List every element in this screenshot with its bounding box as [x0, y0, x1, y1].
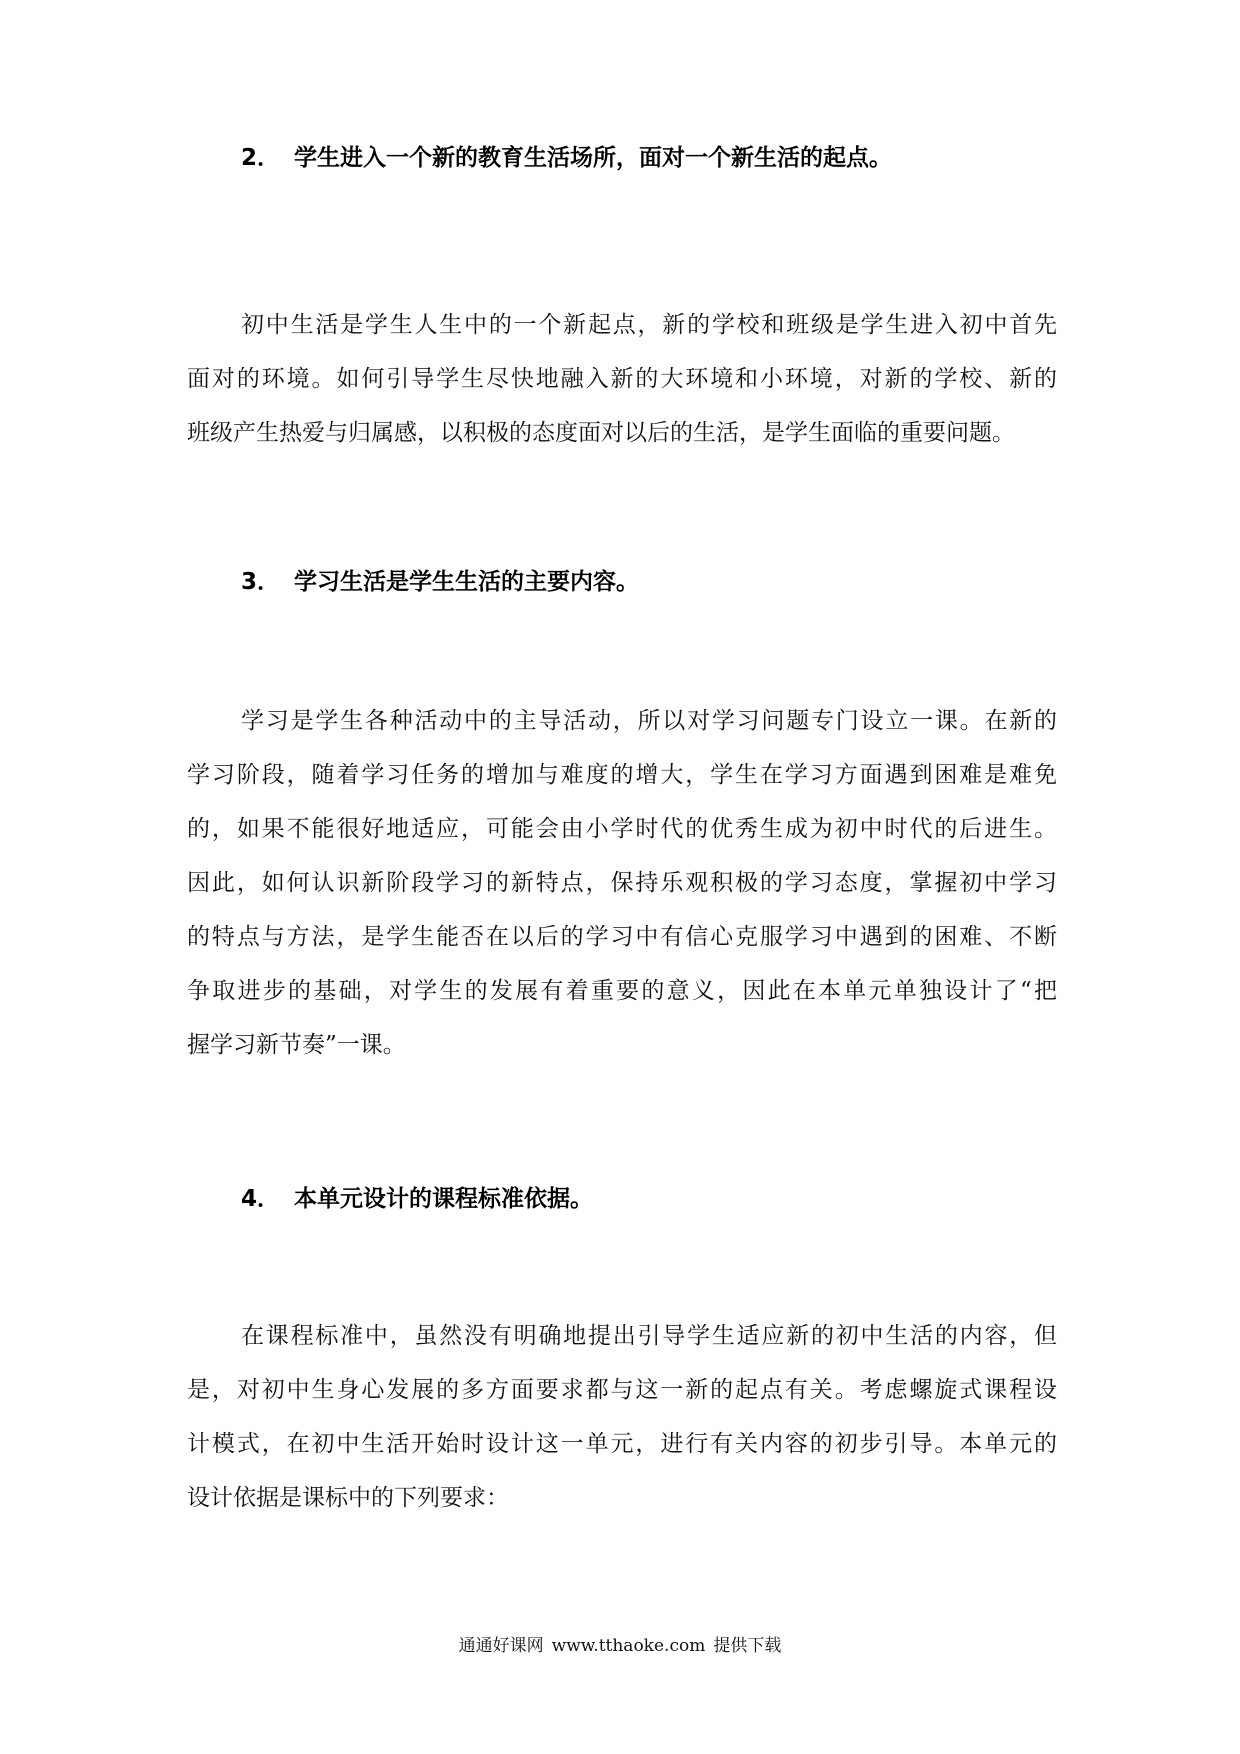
section-title: 学生进入一个新的教育生活场所，面对一个新生活的起点。 [294, 145, 893, 171]
section-number: 2． [241, 145, 281, 171]
page-footer [0, 1634, 1240, 1658]
footer-site-name: 通通好课网 [458, 1636, 544, 1656]
section-number: 3． [241, 569, 281, 595]
paragraph-line: 初中生活是学生人生中的一个新起点，新的学校和班级是学生进入初中首先 [241, 312, 1057, 338]
section-heading-2 [241, 143, 892, 173]
section-heading-3 [241, 567, 639, 597]
paragraph-line: 是，对初中生身心发展的多方面要求都与这一新的起点有关。考虑螺旋式课程设 [187, 1377, 1057, 1403]
section-heading-4 [241, 1184, 593, 1214]
paragraph-line: 的，如果不能很好地适应，可能会由小学时代的优秀生成为初中时代的后进生。 [187, 816, 1057, 842]
section-title: 学习生活是学生生活的主要内容。 [294, 569, 640, 595]
paragraph-line: 在课程标准中，虽然没有明确地提出引导学生适应新的初中生活的内容，但 [241, 1323, 1057, 1349]
paragraph-line: 计模式，在初中生活开始时设计这一单元，进行有关内容的初步引导。本单元的 [187, 1431, 1057, 1457]
paragraph-line: 设计依据是课标中的下列要求： [187, 1485, 509, 1511]
paragraph-line: 争取进步的基础，对学生的发展有着重要的意义，因此在本单元单独设计了“把 [187, 978, 1057, 1004]
paragraph-line: 学习是学生各种活动中的主导活动，所以对学习问题专门设立一课。在新的 [241, 708, 1057, 734]
section-title: 本单元设计的课程标准依据。 [294, 1186, 594, 1212]
footer-suffix: 提供下载 [713, 1636, 782, 1656]
section-number: 4． [241, 1186, 281, 1212]
footer-url[interactable]: www.tthaoke.com [551, 1636, 706, 1656]
paragraph-line: 学习阶段，随着学习任务的增加与难度的增大，学生在学习方面遇到困难是难免 [187, 762, 1057, 788]
paragraph-line: 班级产生热爱与归属感，以积极的态度面对以后的生活，是学生面临的重要问题。 [187, 420, 1015, 446]
paragraph-line: 握学习新节奏”一课。 [187, 1032, 406, 1058]
section-paragraph-4 [187, 1309, 1057, 1525]
paragraph-line: 面对的环境。如何引导学生尽快地融入新的大环境和小环境，对新的学校、新的 [187, 366, 1057, 392]
paragraph-line: 的特点与方法，是学生能否在以后的学习中有信心克服学习中遇到的困难、不断 [187, 924, 1057, 950]
section-paragraph-3 [187, 694, 1057, 1072]
paragraph-line: 因此，如何认识新阶段学习的新特点，保持乐观积极的学习态度，掌握初中学习 [187, 870, 1057, 896]
section-paragraph-2 [187, 298, 1057, 460]
